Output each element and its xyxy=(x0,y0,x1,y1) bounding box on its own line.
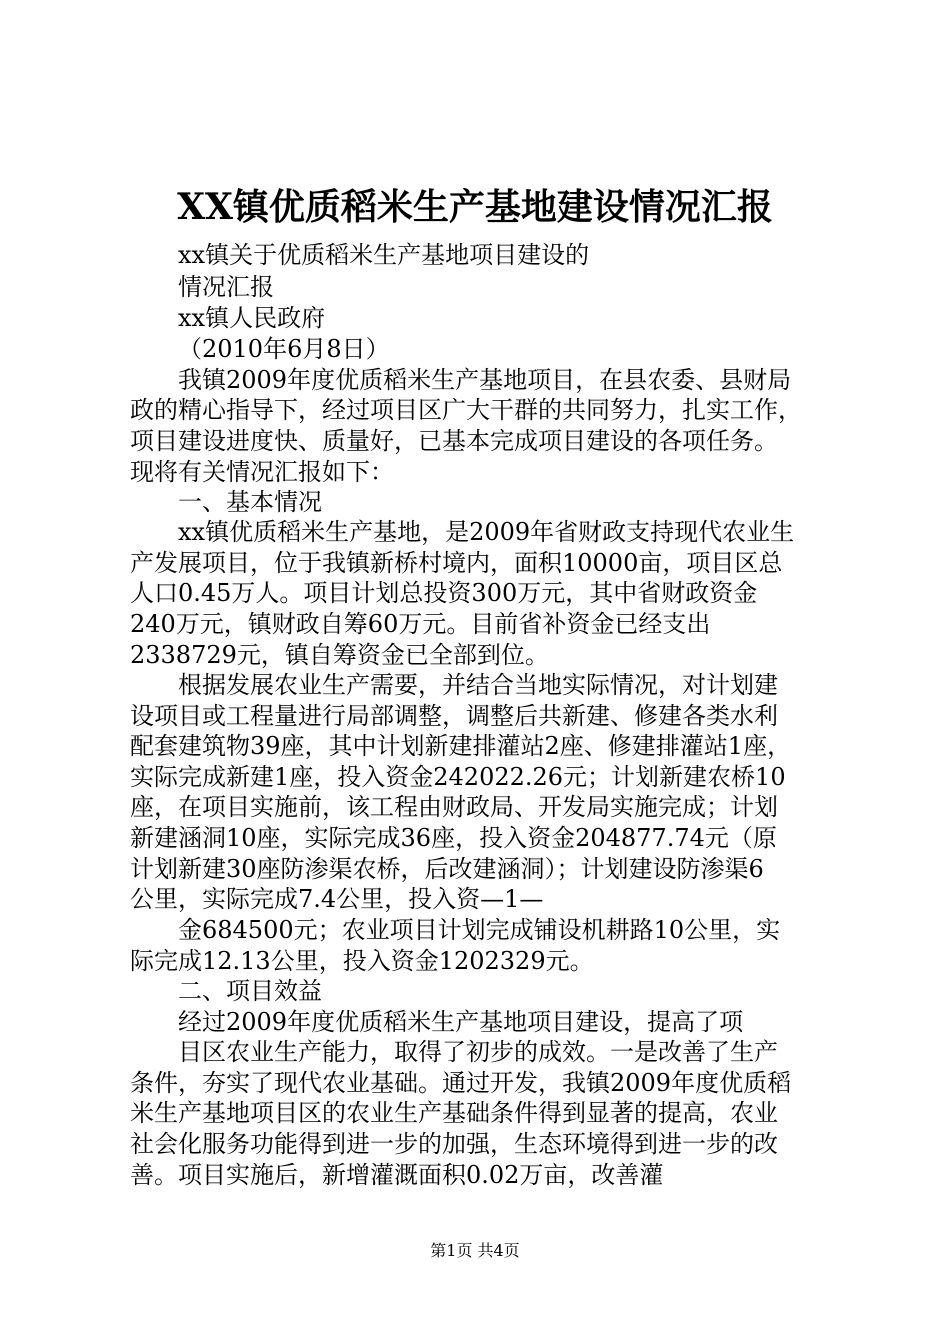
body-line: 根据发展农业生产需要，并结合当地实际情况，对计划建 xyxy=(178,671,778,699)
body-line: 米生产基地项目区的农业生产基础条件得到显著的提高，农业 xyxy=(130,1099,778,1127)
body-line: 情况汇报 xyxy=(178,273,274,301)
body-line: 配套建筑物39座，其中计划新建排灌站2座、修建排灌站1座， xyxy=(130,732,792,760)
body-line: 现将有关情况汇报如下： xyxy=(130,458,394,486)
body-line: 公里，实际完成7.4公里，投入资—1— xyxy=(130,885,544,913)
body-line: 2338729元，镇自筹资金已全部到位。 xyxy=(130,641,549,669)
body-line: 际完成12.13公里，投入资金1202329元。 xyxy=(130,947,594,975)
body-line: 我镇2009年度优质稻米生产基地项目，在县农委、县财局 xyxy=(178,366,792,394)
document-title: XX镇优质稻米生产基地建设情况汇报 xyxy=(177,186,773,228)
body-line: 金684500元；农业项目计划完成铺设机耕路10公里，实 xyxy=(178,916,781,944)
section-heading: 一、基本情况 xyxy=(178,488,322,516)
body-line: xx镇优质稻米生产基地，是2009年省财政支持现代农业生 xyxy=(178,518,795,546)
body-line: 政的精心指导下，经过项目区广大干群的共同努力，扎实工作， xyxy=(130,396,802,424)
body-line: （2010年6月8日） xyxy=(178,335,390,363)
body-line: 产发展项目，位于我镇新桥村境内，面积10000亩，项目区总 xyxy=(130,549,783,577)
body-line: 240万元，镇财政自筹60万元。目前省补资金已经支出 xyxy=(130,610,711,638)
body-line: 经过2009年度优质稻米生产基地项目建设，提高了项 xyxy=(178,1008,744,1036)
body-line: 社会化服务功能得到进一步的加强，生态环境得到进一步的改 xyxy=(130,1130,778,1158)
body-line: 计划新建30座防渗渠农桥，后改建涵洞）；计划建设防渗渠6 xyxy=(130,855,764,883)
body-line: 实际完成新建1座，投入资金242022.26元；计划新建农桥10 xyxy=(130,763,786,791)
body-line: 条件，夯实了现代农业基础。通过开发，我镇2009年度优质稻 xyxy=(130,1069,792,1097)
body-line: 善。项目实施后，新增灌溉面积0.02万亩，改善灌 xyxy=(130,1161,664,1189)
page-footer: 第1页 共4页 xyxy=(430,1241,520,1260)
body-line: xx镇人民政府 xyxy=(178,304,326,332)
body-line: 人口0.45万人。项目计划总投资300万元，其中省财政资金 xyxy=(130,579,758,607)
body-line: 目区农业生产能力，取得了初步的成效。一是改善了生产 xyxy=(178,1038,778,1066)
body-line: 设项目或工程量进行局部调整，调整后共新建、修建各类水利 xyxy=(130,702,778,730)
body-line: 项目建设进度快、质量好，已基本完成项目建设的各项任务。 xyxy=(130,427,778,455)
body-line: xx镇关于优质稻米生产基地项目建设的 xyxy=(178,241,590,269)
body-line: 新建涵洞10座，实际完成36座，投入资金204877.74元（原 xyxy=(130,824,777,852)
body-line: 座，在项目实施前，该工程由财政局、开发局实施完成；计划 xyxy=(130,793,778,821)
section-heading: 二、项目效益 xyxy=(178,977,322,1005)
